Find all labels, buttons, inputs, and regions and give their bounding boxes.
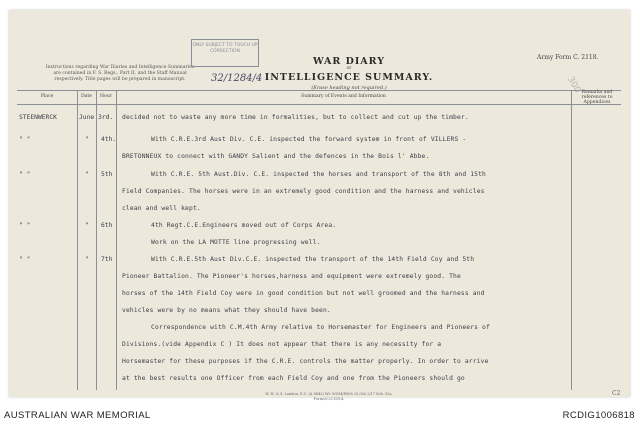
summary-line: Divisions.(vide Appendix C ) It does not appear that there is any necessity for a	[122, 341, 442, 348]
army-form-number: Army Form C. 2118.	[537, 54, 599, 61]
summary-line: Horsemaster for these purposes if the C.R.E. controls the matter properly. In order to arrive	[122, 358, 489, 365]
credit-institution: AUSTRALIAN WAR MEMORIAL	[4, 410, 151, 421]
row-date: "	[85, 222, 89, 229]
summary-line: vehicles were by no means what they should have been.	[122, 307, 331, 314]
title-intelligence-summary: INTELLIGENCE SUMMARY.	[264, 72, 434, 83]
row-hour: 3rd.	[98, 114, 114, 121]
col-divider-hour	[116, 90, 117, 390]
pencil-page-number: 300	[564, 75, 583, 95]
col-header-hour: Hour	[100, 94, 112, 99]
summary-line: Correspondence with C.M.4th Army relative to Horsemaster for Engineers and Pioneers of	[151, 324, 490, 331]
summary-line: 4th Regt.C.E.Engineers moved out of Corps Area.	[151, 222, 337, 229]
diary-page	[9, 10, 630, 401]
col-header-summary: Summary of Events and Information	[301, 94, 386, 99]
row-date: "	[85, 171, 89, 178]
handwritten-file-number: 32/1284/4	[211, 73, 263, 84]
row-hour: 7th	[101, 256, 113, 263]
instructions-text: Instructions regarding War Diaries and Intelligence Summaries are contained in F. S. Regs., Part II, and the Staff Manual respectively. Title pages will be prepared in manuscript.	[45, 65, 195, 82]
title-or: or	[346, 66, 352, 71]
summary-line: clean and well kept.	[122, 205, 201, 212]
credit-record-id: RCDIG1006818	[562, 410, 635, 421]
summary-line: Pioneer Battalion. The Pioneer's horses,harness and equipment were extremely good. The	[122, 273, 461, 280]
printer-imprint: W. H. & S. London, E.C. (A 8842) Wt. W594/P808 25,000 2/17 Sch. 52a. Forms/C2118/14.	[265, 392, 393, 401]
col-header-date: Date	[81, 94, 92, 99]
summary-line: Work on the LA MOTTE line progressing well.	[151, 239, 321, 246]
row-date: "	[85, 256, 89, 263]
col-divider-place	[77, 90, 78, 390]
summary-line: at the best results one Officer from each Field Coy and one from the Pioneers should go	[122, 375, 465, 382]
table-head-rule	[17, 104, 621, 105]
summary-line: Field Companies. The horses were in an extremely good condition and the harness and vehicles	[122, 188, 485, 195]
summary-line: decided not to waste any more time in formalities, but to collect and cut up the timber.	[122, 114, 469, 121]
row-hour: 6th	[101, 222, 113, 229]
col-header-remarks: Remarks and references to Appendices	[581, 90, 613, 106]
archive-stamp: ONLY SUBJECT TO TOUCH UP CORRECTION	[191, 39, 259, 67]
summary-line: With C.R.E.5th Aust Div.C.E. inspected the transport of the 14th Field Coy and 5th	[151, 256, 475, 263]
title-war-diary: WAR DIARY	[312, 56, 386, 67]
row-hour: 5th	[101, 171, 113, 178]
row-place: " "	[19, 136, 31, 143]
row-place: STEENWERCK	[19, 114, 57, 121]
row-place: " "	[19, 222, 31, 229]
row-date: "	[85, 136, 89, 143]
col-divider-summary	[571, 90, 572, 390]
summary-line: horses of the 14th Field Coy were in good condition but not well groomed and the harness and	[122, 290, 485, 297]
summary-line: BRETONNEUX to connect with GANDY Salient and the defences in the Bois l' Abbe.	[122, 153, 430, 160]
corner-mark: C2	[612, 390, 621, 397]
erase-note: (Erase heading not required.)	[311, 85, 387, 91]
row-date: June	[79, 114, 95, 121]
summary-line: With C.R.E.3rd Aust Div. C.E. inspected the forward system in front of VILLERS -	[151, 136, 467, 143]
row-place: " "	[19, 171, 31, 178]
summary-line: With C.R.E. 5th Aust.Div. C.E. inspected the horses and transport of the 8th and 15th	[151, 171, 486, 178]
col-header-place: Place	[40, 94, 54, 99]
row-hour: 4th.	[101, 136, 117, 143]
col-divider-date	[96, 90, 97, 390]
row-place: " "	[19, 256, 31, 263]
table-top-rule	[17, 90, 621, 91]
